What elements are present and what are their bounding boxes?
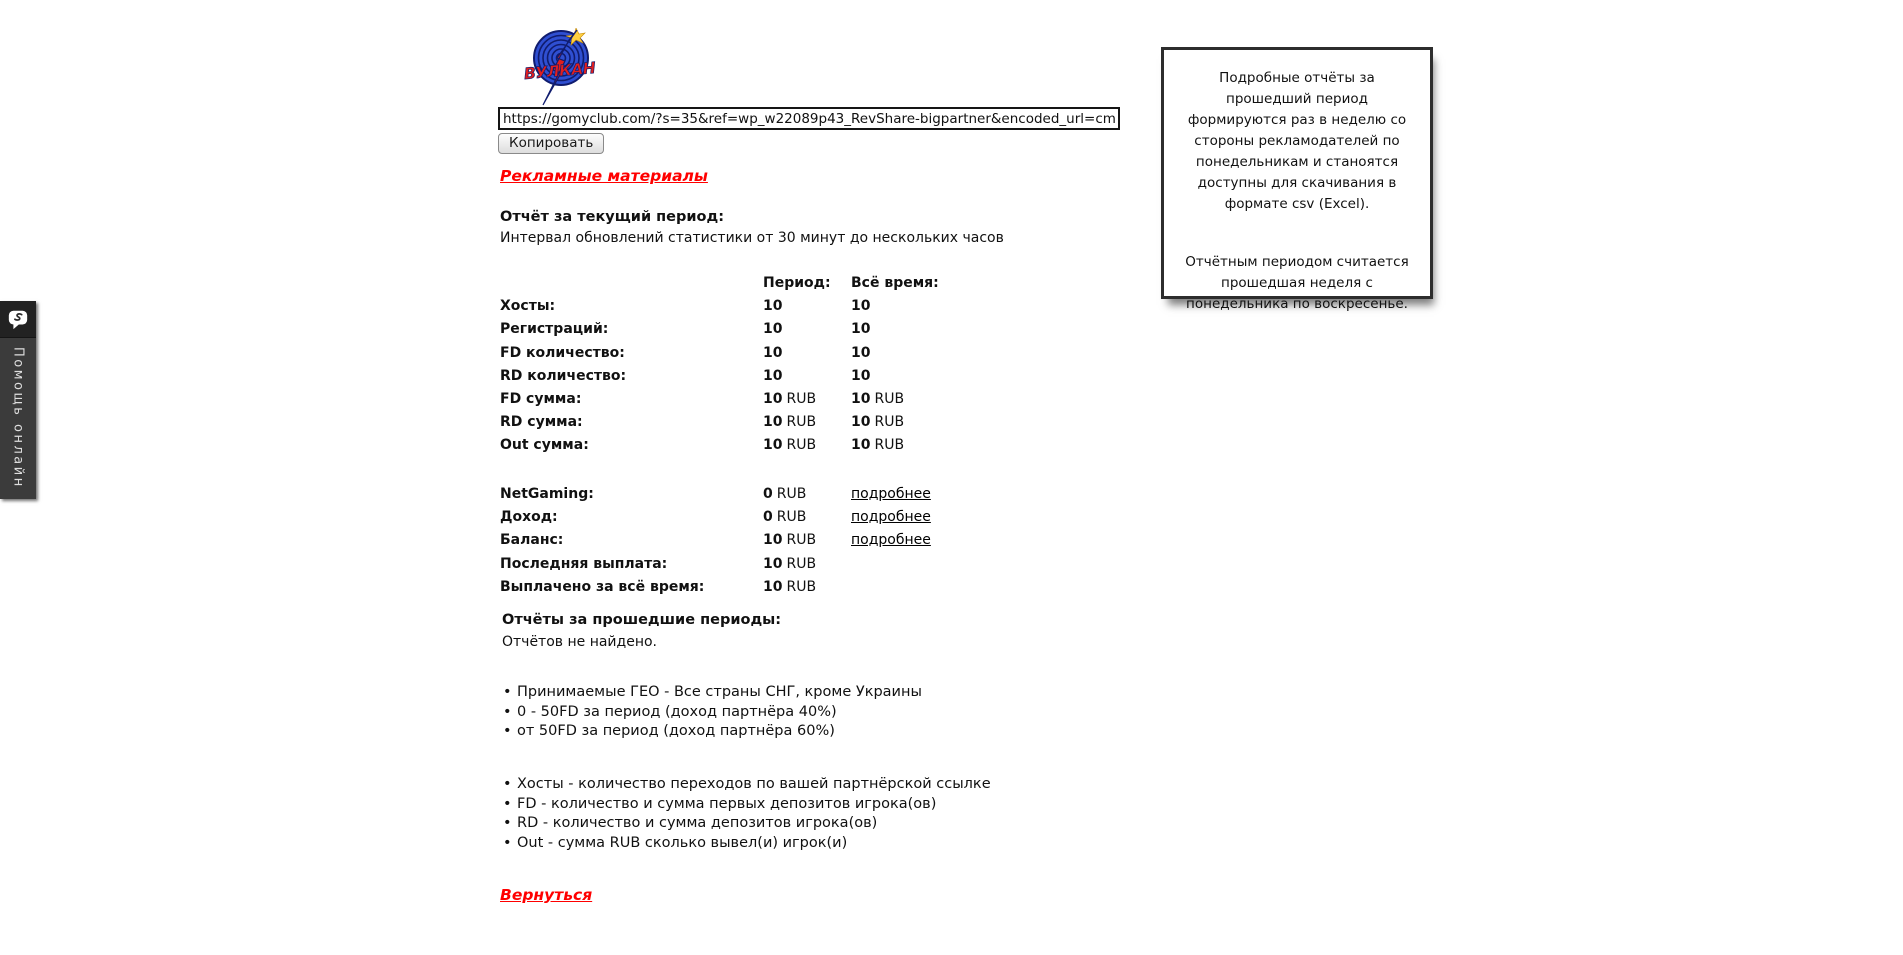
reports-info-box [1161,47,1433,312]
no-reports-text: Отчётов не найдено. [502,634,657,650]
stat-value: 10 RUB [763,555,817,572]
online-help-label-box [0,338,36,499]
logo-text: ВУЛКАН [523,58,596,84]
stat-label: Регистраций: [500,321,609,338]
stat-alltime-value: 10 [851,321,871,338]
stat-label: Out сумма: [500,437,589,454]
stat-value: 0 RUB [763,486,807,502]
list-item: • 0 - 50FD за период (доход партнёра 40%) [500,703,922,723]
back-link[interactable]: Вернуться [500,886,593,904]
stat-label: Доход: [500,509,558,526]
stat-label: FD сумма: [500,390,582,407]
list-item: • FD - количество и сумма первых депозитов игрока(ов) [500,795,991,815]
referral-url-input[interactable] [498,107,1120,130]
stat-alltime-value: 10 RUB [851,390,905,407]
stat-period-value: 10 [763,367,783,384]
glossary-list [500,775,991,853]
details-link[interactable]: подробнее [851,509,931,526]
vulkan-logo-image [514,28,606,108]
stat-value: 0 RUB [763,509,807,526]
stat-label: RD количество: [500,367,627,384]
stat-period-value: 10 RUB [763,414,817,431]
stat-label: Последняя выплата: [500,555,668,572]
stat-period-value: 10 [763,344,783,361]
details-cell [851,532,1021,548]
stat-label: Баланс: [500,532,564,549]
stat-label: Хосты: [500,298,556,315]
details-link[interactable]: подробнее [851,486,931,502]
current-period-heading: Отчёт за текущий период: [500,209,725,225]
stat-label: FD количество: [500,344,625,361]
stat-alltime-value: 10 [851,344,871,361]
chat-bubble-icon [0,301,36,338]
stat-alltime-value: 10 RUB [851,414,905,431]
account-stats-table [500,486,1021,602]
stat-period-value: 10 [763,298,783,315]
terms-list [500,683,922,742]
stat-period-value: 10 RUB [763,390,817,407]
stat-alltime-value: 10 [851,298,871,315]
list-item: • Хосты - количество переходов по вашей партнёрской ссылке [500,775,991,795]
vulkan-logo [514,28,606,108]
copy-button[interactable]: Копировать [498,133,604,154]
stat-alltime-value: 10 [851,367,871,384]
current-period-note: Интервал обновлений статистики от 30 минут до нескольких часов [500,230,1004,246]
column-header-period: Период: [763,275,831,291]
info-paragraph: Отчётным периодом считается прошедшая неделя с понедельника по воскресенье. [1185,254,1409,312]
details-cell [851,509,1021,525]
stat-label: NetGaming: [500,486,594,502]
online-help-label: Помощь онлайн [10,347,26,489]
online-help-tab[interactable] [0,301,36,499]
details-link[interactable]: подробнее [851,532,931,549]
stat-label: Выплачено за всё время: [500,578,705,595]
stat-period-value: 10 RUB [763,437,817,454]
stat-label: RD сумма: [500,414,583,431]
list-item: • от 50FD за период (доход партнёра 60%) [500,722,922,742]
list-item: • Out - сумма RUB сколько вывел(и) игрок(и) [500,834,991,854]
current-period-stats-table [500,275,1021,461]
stat-value: 10 RUB [763,578,817,595]
promo-materials-link[interactable]: Рекламные материалы [500,167,708,185]
list-item: • Принимаемые ГЕО - Все страны СНГ, кроме Украины [500,683,922,703]
stat-period-value: 10 [763,321,783,338]
past-reports-heading: Отчёты за прошедшие периоды: [502,612,782,628]
details-cell [851,486,1021,502]
stat-alltime-value: 10 RUB [851,437,905,454]
stat-value: 10 RUB [763,532,817,549]
list-item: • RD - количество и сумма депозитов игрока(ов) [500,814,991,834]
info-paragraph: Подробные отчёты за прошедший период формируются раз в неделю со стороны рекламодателей по понедельникам и станоятся доступны для скачивания в формате csv (Excel). [1187,70,1407,212]
column-header-alltime: Всё время: [851,275,939,291]
